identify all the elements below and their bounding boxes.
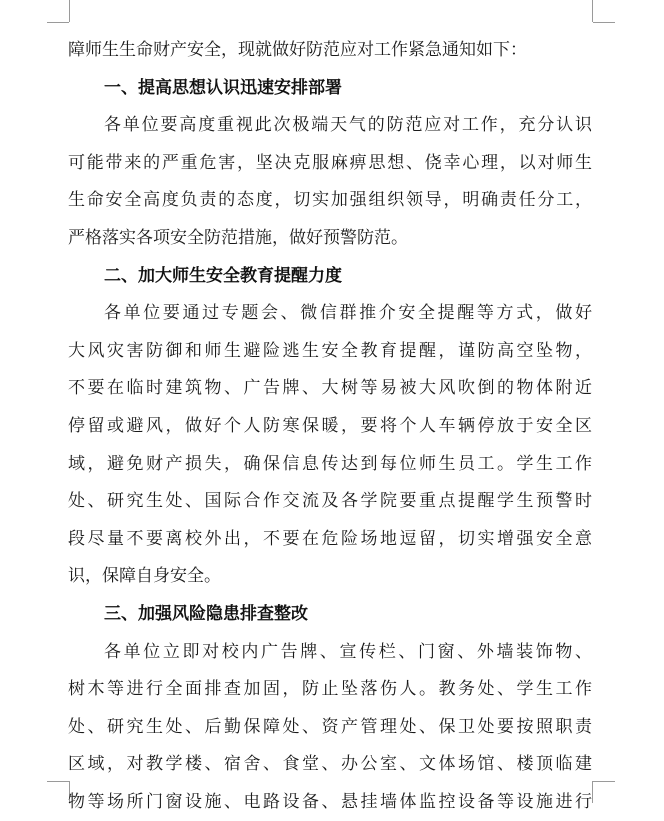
section-heading: 一、提高思想认识迅速安排部署 bbox=[104, 77, 342, 98]
paragraph-line: 各单位立即对校内广告牌、宣传栏、门窗、外墙装饰物、 bbox=[104, 641, 592, 662]
paragraph-line: 处、研究生处、后勤保障处、资产管理处、保卫处要按照职责 bbox=[68, 716, 592, 737]
crop-mark-bottom-right bbox=[593, 781, 615, 782]
paragraph-line: 各单位要通过专题会、微信群推介安全提醒等方式，做好 bbox=[104, 303, 592, 324]
paragraph-line: 域，避免财产损失，确保信息传达到每位师生员工。学生工作 bbox=[68, 453, 592, 474]
crop-mark-top-left bbox=[69, 0, 70, 22]
crop-mark-top-right bbox=[592, 0, 593, 22]
document-body bbox=[68, 32, 592, 821]
section-heading: 二、加大师生安全教育提醒力度 bbox=[104, 265, 342, 286]
crop-mark-top-right bbox=[593, 22, 615, 23]
crop-mark-bottom-left bbox=[47, 781, 69, 782]
paragraph-line: 树木等进行全面排查加固，防止坠落伤人。教务处、学生工作 bbox=[68, 679, 592, 700]
paragraph-line: 大风灾害防御和师生避险逃生安全教育提醒，谨防高空坠物， bbox=[68, 340, 592, 361]
crop-mark-bottom-right bbox=[592, 781, 593, 803]
section-heading: 三、加强风险隐患排查整改 bbox=[104, 603, 308, 624]
paragraph-line: 处、研究生处、国际合作交流及各学院要重点提醒学生预警时 bbox=[68, 491, 592, 512]
paragraph-line: 区域，对教学楼、宿舍、食堂、办公室、文体场馆、楼顶临建 bbox=[68, 754, 592, 775]
paragraph-line: 不要在临时建筑物、广告牌、大树等易被大风吹倒的物体附近 bbox=[68, 378, 592, 399]
intro-line: 障师生生命财产安全，现就做好防范应对工作紧急通知如下： bbox=[68, 40, 527, 60]
crop-mark-top-left bbox=[47, 22, 69, 23]
paragraph-line: 物等场所门窗设施、电路设备、悬挂墙体监控设备等设施进行 bbox=[68, 791, 592, 812]
paragraph-line: 停留或避风，做好个人防寒保暖，要将个人车辆停放于安全区 bbox=[68, 415, 592, 436]
paragraph-line: 识，保障自身安全。 bbox=[68, 566, 221, 587]
paragraph-line: 可能带来的严重危害，坚决克服麻痹思想、侥幸心理，以对师生 bbox=[68, 152, 592, 173]
paragraph-line: 严格落实各项安全防范措施，做好预警防范。 bbox=[68, 227, 408, 248]
paragraph-line: 生命安全高度负责的态度，切实加强组织领导，明确责任分工， bbox=[68, 190, 592, 211]
paragraph-line: 段尽量不要离校外出，不要在危险场地逗留，切实增强安全意 bbox=[68, 528, 592, 549]
paragraph-line: 各单位要高度重视此次极端天气的防范应对工作，充分认识 bbox=[104, 115, 592, 136]
